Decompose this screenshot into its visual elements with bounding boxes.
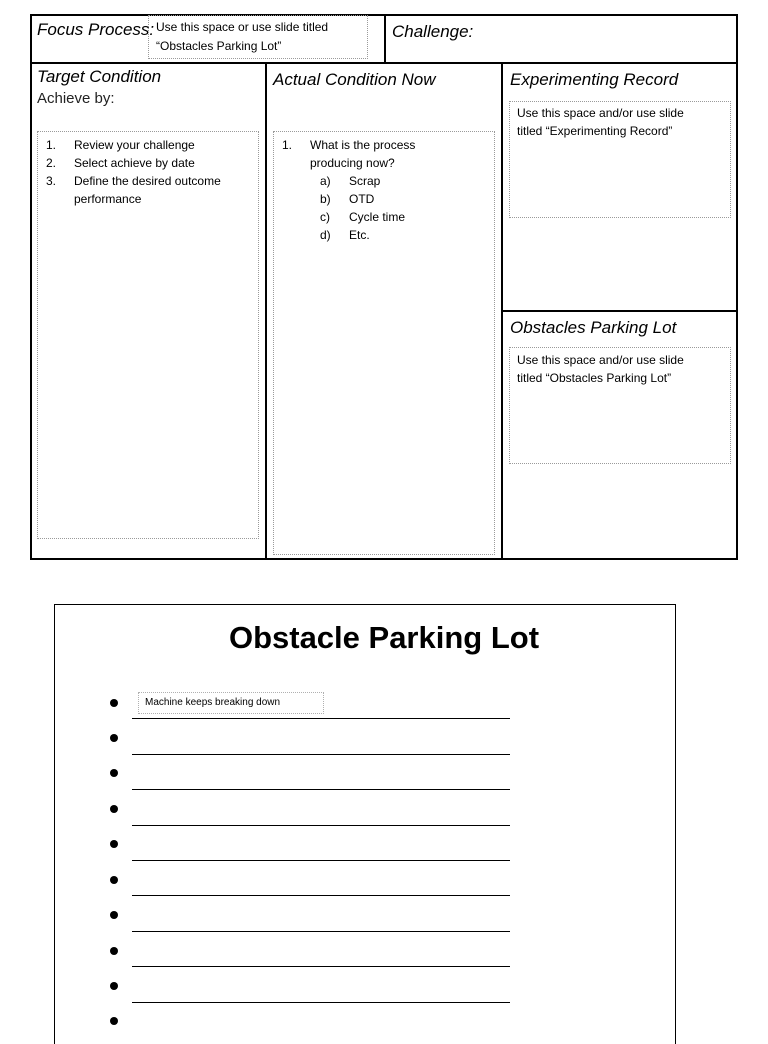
actual-subitem-c-label: c) xyxy=(320,210,330,224)
target-item-3-num: 3. xyxy=(46,174,57,188)
slide-title: Obstacle Parking Lot xyxy=(228,620,540,655)
experimenting-record-title: Experimenting Record xyxy=(510,70,679,89)
obstacle-parking-lot-slide xyxy=(54,604,676,1044)
bullet-5 xyxy=(110,840,118,848)
bullet-9 xyxy=(110,982,118,990)
obstacle-entry-1[interactable]: Machine keeps breaking down xyxy=(138,692,324,714)
right-column-divider xyxy=(501,310,738,312)
experimenting-record-note-line2: titled “Experimenting Record” xyxy=(517,124,673,138)
entry-line-6[interactable] xyxy=(132,895,510,896)
bullet-8 xyxy=(110,947,118,955)
target-item-3-text-line1: Define the desired outcome xyxy=(74,174,221,188)
experimenting-record-note-line1: Use this space and/or use slide xyxy=(517,106,684,120)
bullet-1 xyxy=(110,699,118,707)
bullet-6 xyxy=(110,876,118,884)
actual-item-1-text-line2: producing now? xyxy=(310,156,395,170)
target-item-3-text-line2: performance xyxy=(74,192,142,206)
obstacles-note-line1: Use this space and/or use slide xyxy=(517,353,684,367)
target-item-2-num: 2. xyxy=(46,156,57,170)
entry-line-2[interactable] xyxy=(132,754,510,755)
bullet-7 xyxy=(110,911,118,919)
achieve-by-label: Achieve by: xyxy=(37,90,115,107)
actual-subitem-d-label: d) xyxy=(320,228,331,242)
focus-process-note-line1: Use this space or use slide titled xyxy=(156,20,329,34)
entry-line-7[interactable] xyxy=(132,931,510,932)
actual-condition-title: Actual Condition Now xyxy=(273,70,436,89)
entry-line-5[interactable] xyxy=(132,860,510,861)
bullet-4 xyxy=(110,805,118,813)
actual-item-1-num: 1. xyxy=(282,138,293,152)
bullet-2 xyxy=(110,734,118,742)
actual-subitem-c-text: Cycle time xyxy=(349,210,406,224)
challenge-label: Challenge: xyxy=(392,22,474,41)
actual-subitem-b-text: OTD xyxy=(349,192,375,206)
actual-subitem-d-text: Etc. xyxy=(349,228,370,242)
target-condition-title: Target Condition xyxy=(37,67,162,86)
obstacles-parking-lot-title: Obstacles Parking Lot xyxy=(510,318,677,337)
actual-subitem-a-label: a) xyxy=(320,174,331,188)
focus-process-note-line2: “Obstacles Parking Lot” xyxy=(156,39,282,53)
entry-line-4[interactable] xyxy=(132,825,510,826)
header-vertical-divider xyxy=(384,14,386,64)
actual-condition-box[interactable] xyxy=(273,131,495,555)
actual-item-1-text-line1: What is the process xyxy=(310,138,416,152)
entry-line-9[interactable] xyxy=(132,1002,510,1003)
focus-process-label: Focus Process: xyxy=(37,20,155,39)
target-item-1-text: Review your challenge xyxy=(74,138,195,152)
target-item-2-text: Select achieve by date xyxy=(74,156,195,170)
actual-subitem-b-label: b) xyxy=(320,192,331,206)
entry-line-1[interactable] xyxy=(132,718,510,719)
target-item-1-num: 1. xyxy=(46,138,57,152)
obstacles-note-line2: titled “Obstacles Parking Lot” xyxy=(517,371,672,385)
entry-line-3[interactable] xyxy=(132,789,510,790)
actual-subitem-a-text: Scrap xyxy=(349,174,381,188)
column-divider-1 xyxy=(265,62,267,560)
bullet-3 xyxy=(110,769,118,777)
entry-line-8[interactable] xyxy=(132,966,510,967)
target-condition-box[interactable] xyxy=(37,131,259,539)
